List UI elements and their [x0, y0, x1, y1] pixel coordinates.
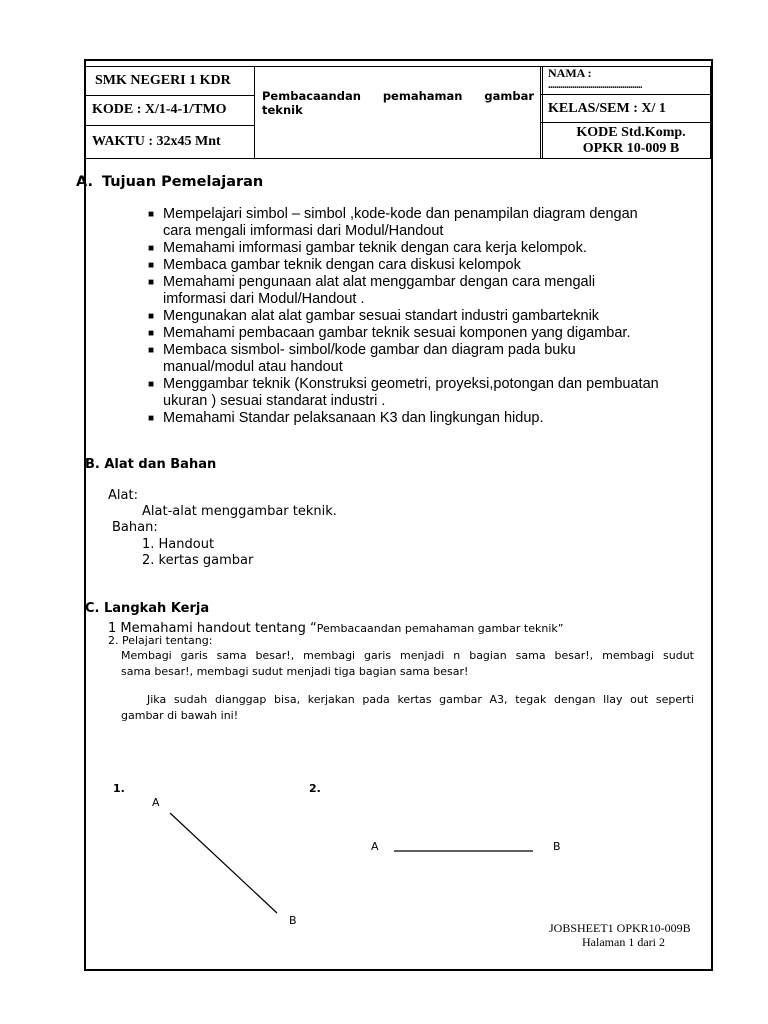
alat-label: Alat: [108, 488, 138, 503]
bahan-item: 1. Handout [142, 537, 215, 552]
section-a-letter: A. [76, 174, 93, 190]
figure-1-number: 1. [113, 782, 125, 795]
objective-item: ■ Memahami Standar pelaksanaan K3 dan lingkungan hidup. [148, 410, 544, 426]
objective-item: ■ Mengunakan alat alat gambar sesuai standart industri gambarteknik [148, 308, 600, 324]
kode-std-line1: KODE Std.Komp. [576, 125, 686, 140]
alat-item: Alat-alat menggambar teknik. [142, 504, 337, 519]
para2-line2: gambar di bawah ini! [121, 709, 239, 722]
figure-2-number: 2. [309, 782, 321, 795]
objective-item: ■ Memahami pengunaan alat alat menggambar dengan cara mengali imformasi dari Modul/Handout . [148, 274, 596, 307]
objective-item: ■ Menggambar teknik (Konstruksi geometri, proyeksi,potongan dan pembuatan ukuran ) sesuai standarat industri . [148, 376, 659, 409]
topic-word: pemahaman [382, 89, 463, 103]
topic-word: gambar [484, 89, 534, 103]
section-a-title: Tujuan Pemelajaran [102, 174, 264, 190]
section-b-title: B. Alat dan Bahan [85, 457, 217, 472]
kode-std-line2: OPKR 10-009 B [582, 141, 680, 156]
bahan-item: 2. kertas gambar [142, 553, 254, 568]
step-1-text: 1 Memahami handout tentang “ [108, 621, 317, 636]
footer-jobsheet: JOBSHEET1 OPKR10-009B [549, 921, 691, 935]
para2-line1: Jika sudah dianggap bisa, kerjakan pada kertas gambar A3, tegak dengan llay out seperti [147, 693, 694, 706]
figure-1-line [170, 813, 277, 913]
topic-title-line2: teknik [262, 103, 303, 117]
figure-1-label-a: A [152, 796, 160, 809]
footer-page-number: Halaman 1 dari 2 [582, 935, 665, 949]
step-2: 2. Pelajari tentang: [108, 634, 213, 647]
para1-line2: sama besar!, membagi sudut menjadi tiga bagian sama besar! [121, 665, 469, 678]
objective-item: ■ Mempelajari simbol – simbol ,kode-kode dan penampilan diagram dengan cara mengali imformasi dari Modul/Handout [148, 206, 638, 239]
objective-item: ■ Memahami pembacaan gambar teknik sesuai komponen yang digambar. [148, 325, 631, 341]
objective-item: ■ Memahami imformasi gambar teknik dengan cara kerja kelompok. [148, 240, 587, 256]
figure-2-label-a: A [371, 840, 379, 853]
nama-label: NAMA : [548, 66, 592, 80]
step-1-quote: Pembacaandan pemahaman gambar teknik” [316, 622, 564, 635]
topic-word: Pembacaandan [262, 89, 361, 103]
figure-1-label-b: B [289, 914, 297, 927]
objective-item: ■ Membaca sismbol- simbol/kode gambar dan diagram pada buku manual/modul atau handout [148, 342, 576, 375]
kelas-label: KELAS/SEM : X/ 1 [548, 101, 666, 116]
waktu-label: WAKTU : 32x45 Mnt [92, 134, 221, 149]
figure-2-label-b: B [553, 840, 561, 853]
section-c-title: C. Langkah Kerja [85, 601, 210, 616]
nama-dots: ............................................... [548, 80, 642, 91]
kode-label: KODE : X/1-4-1/TMO [92, 102, 227, 117]
school-name: SMK NEGERI 1 KDR [95, 73, 231, 88]
para1-line1: Membagi garis sama besar!, membagi garis menjadi n bagian sama besar!, membagi sudut [121, 649, 694, 662]
objective-item: ■ Membaca gambar teknik dengan cara diskusi kelompok [148, 257, 521, 273]
bahan-label: Bahan: [112, 520, 158, 535]
